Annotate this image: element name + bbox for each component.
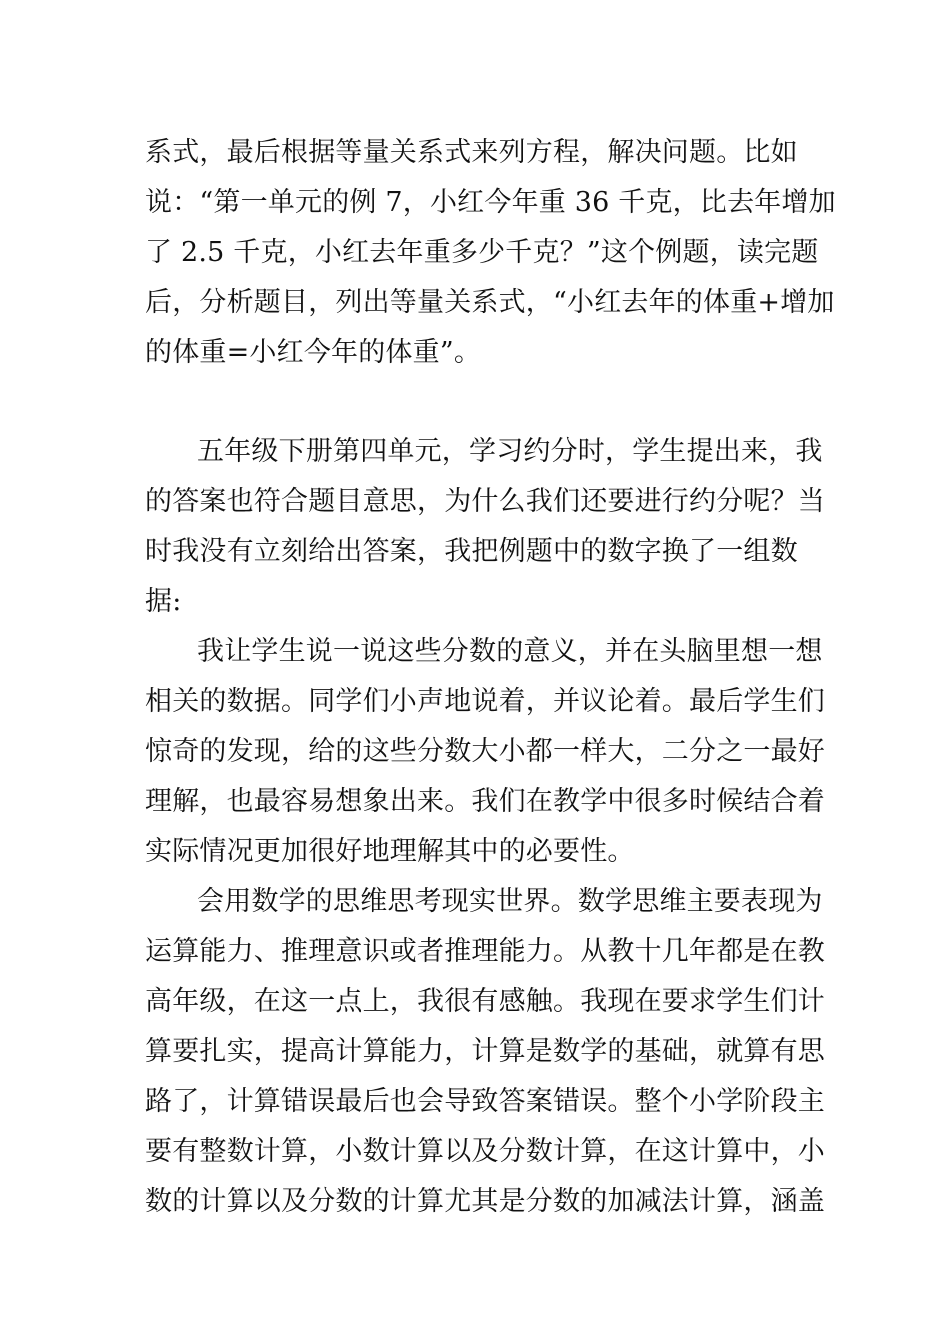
paragraph-1-line-2: 说：“第一单元的例 7，小红今年重 36 千克，比去年增加: [145, 187, 836, 218]
paragraph-2-line-3: 时我没有立刻给出答案，我把例题中的数字换了一组数: [145, 536, 798, 567]
paragraph-2-line-1: 五年级下册第四单元，学习约分时，学生提出来，我: [197, 436, 823, 467]
paragraph-1-line-5: 的体重=小红今年的体重”。: [145, 337, 482, 368]
paragraph-4-line-3: 高年级，在这一点上，我很有感触。我现在要求学生们计: [145, 986, 825, 1017]
paragraph-3-line-1: 我让学生说一说这些分数的意义，并在头脑里想一想: [197, 636, 823, 667]
paragraph-4-line-4: 算要扎实，提高计算能力，计算是数学的基础，就算有思: [145, 1036, 825, 1067]
paragraph-3-line-4: 理解，也最容易想象出来。我们在教学中很多时候结合着: [145, 786, 825, 817]
paragraph-4-line-6: 要有整数计算，小数计算以及分数计算，在这计算中，小: [145, 1136, 825, 1167]
paragraph-4-line-7: 数的计算以及分数的计算尤其是分数的加减法计算，涵盖: [145, 1186, 825, 1217]
paragraph-1-line-1: 系式，最后根据等量关系式来列方程，解决问题。比如: [145, 137, 798, 168]
paragraph-3-line-5: 实际情况更加很好地理解其中的必要性。: [145, 836, 635, 867]
paragraph-1-line-3: 了 2.5 千克，小红去年重多少千克？”这个例题，读完题: [145, 237, 819, 268]
paragraph-1-line-4: 后，分析题目，列出等量关系式，“小红去年的体重+增加: [145, 287, 835, 318]
paragraph-2-line-2: 的答案也符合题目意思，为什么我们还要进行约分呢？当: [145, 486, 825, 517]
paragraph-4-line-2: 运算能力、推理意识或者推理能力。从教十几年都是在教: [145, 936, 825, 967]
paragraph-4-line-1: 会用数学的思维思考现实世界。数学思维主要表现为: [197, 886, 823, 917]
paragraph-3-line-2: 相关的数据。同学们小声地说着，并议论着。最后学生们: [145, 686, 825, 717]
paragraph-2-line-4: 据:: [145, 586, 182, 617]
paragraph-3-line-3: 惊奇的发现，给的这些分数大小都一样大，二分之一最好: [145, 736, 825, 767]
paragraph-4-line-5: 路了，计算错误最后也会导致答案错误。整个小学阶段主: [145, 1086, 825, 1117]
